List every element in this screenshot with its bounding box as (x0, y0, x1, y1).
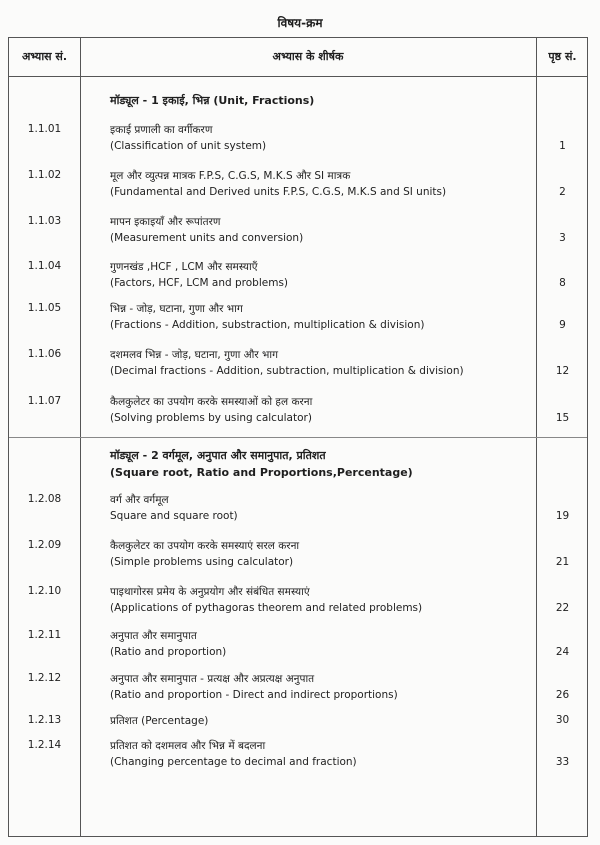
exercise-title-hindi: वर्ग और वर्गमूल (110, 494, 169, 506)
exercise-title-english: (Simple problems using calculator) (110, 556, 294, 568)
page-number: 9 (559, 319, 566, 331)
exercise-number: 1.2.11 (27, 629, 62, 641)
exercise-title-english: (Changing percentage to decimal and fraction) (110, 756, 357, 768)
exercise-title-hindi: पाइथागोरस प्रमेय के अनुप्रयोग और संबंधित समस्याएं (110, 586, 310, 598)
module-heading: मॉड्यूल - 2 वर्गमूल, अनुपात और समानुपात, प्रतिशत (110, 449, 326, 462)
exercise-title-english: (Ratio and proportion) (110, 646, 227, 658)
exercise-title-english: (Classification of unit system) (110, 140, 267, 152)
exercise-title-english: (Solving problems by using calculator) (110, 412, 312, 424)
page-number: 1 (559, 140, 566, 152)
exercise-number: 1.1.03 (27, 215, 62, 227)
module-heading-english: (Square root, Ratio and Proportions,Percentage) (110, 466, 413, 479)
page-number: 30 (555, 714, 570, 726)
header-exercise-no: अभ्यास सं. (21, 50, 68, 63)
exercise-title-english: Square and square root) (110, 510, 238, 522)
exercise-title-hindi: प्रतिशत को दशमलव और भिन्न में बदलना (110, 740, 266, 752)
exercise-number: 1.1.05 (27, 302, 62, 314)
exercise-number: 1.2.08 (27, 493, 62, 505)
exercise-title-hindi: भिन्न - जोड़, घटाना, गुणा और भाग (110, 303, 243, 315)
exercise-number: 1.1.07 (27, 395, 62, 407)
exercise-number: 1.1.04 (27, 260, 62, 272)
exercise-number: 1.1.02 (27, 169, 62, 181)
page-number: 15 (555, 412, 570, 424)
exercise-number: 1.1.06 (27, 348, 62, 360)
exercise-title-english: (Ratio and proportion - Direct and indirect proportions) (110, 689, 398, 701)
exercise-title-hindi: अनुपात और समानुपात - प्रत्यक्ष और अप्रत्यक्ष अनुपात (110, 673, 315, 685)
page-title: विषय-क्रम (277, 16, 323, 30)
exercise-number: 1.2.10 (27, 585, 62, 597)
exercise-number: 1.1.01 (27, 123, 62, 135)
exercise-number: 1.2.12 (27, 672, 62, 684)
page-number: 21 (555, 556, 570, 568)
exercise-title-hindi: मापन इकाइयाँ और रूपांतरण (110, 216, 221, 228)
exercise-number: 1.2.14 (27, 739, 62, 751)
header-exercise-title: अभ्यास के शीर्षक (272, 50, 344, 63)
exercise-number: 1.2.09 (27, 539, 62, 551)
exercise-title-english: (Decimal fractions - Addition, subtraction, multiplication & division) (110, 365, 464, 377)
exercise-number: 1.2.13 (27, 714, 62, 726)
contents-table (8, 37, 588, 837)
module-divider (9, 437, 587, 438)
page-number: 3 (559, 232, 566, 244)
exercise-title-hindi: दशमलव भिन्न - जोड़, घटाना, गुणा और भाग (110, 349, 279, 361)
page-number: 33 (555, 756, 570, 768)
module-heading: मॉड्यूल - 1 इकाई, भिन्न (Unit, Fractions) (110, 94, 315, 107)
page-number: 2 (559, 186, 566, 198)
exercise-title-hindi: मूल और व्युत्पन्न मात्रक F.P.S, C.G.S, M.K.S और SI मात्रक (110, 170, 351, 182)
exercise-title-hindi: कैलकुलेटर का उपयोग करके समस्याएं सरल करना (110, 540, 300, 552)
exercise-title-english: (Factors, HCF, LCM and problems) (110, 277, 289, 289)
exercise-title-hindi: अनुपात और समानुपात (110, 630, 197, 642)
exercise-title-hindi: प्रतिशत (Percentage) (110, 715, 209, 727)
exercise-title-hindi: इकाई प्रणाली का वर्गीकरण (110, 124, 213, 136)
exercise-title-hindi: कैलकुलेटर का उपयोग करके समस्याओं को हल करना (110, 396, 313, 408)
page-number: 26 (555, 689, 570, 701)
page-number: 19 (555, 510, 570, 522)
exercise-title-english: (Measurement units and conversion) (110, 232, 304, 244)
page-number: 22 (555, 602, 570, 614)
header-page-no: पृष्ठ सं. (548, 50, 577, 63)
exercise-title-english: (Fundamental and Derived units F.P.S, C.G.S, M.K.S and SI units) (110, 186, 447, 198)
page-number: 24 (555, 646, 570, 658)
page-number: 12 (555, 365, 570, 377)
page-number: 8 (559, 277, 566, 289)
exercise-title-hindi: गुणनखंड ,HCF , LCM और समस्याएँ (110, 261, 258, 273)
exercise-title-english: (Fractions - Addition, substraction, multiplication & division) (110, 319, 425, 331)
table-header (9, 38, 587, 77)
exercise-title-english: (Applications of pythagoras theorem and related problems) (110, 602, 423, 614)
